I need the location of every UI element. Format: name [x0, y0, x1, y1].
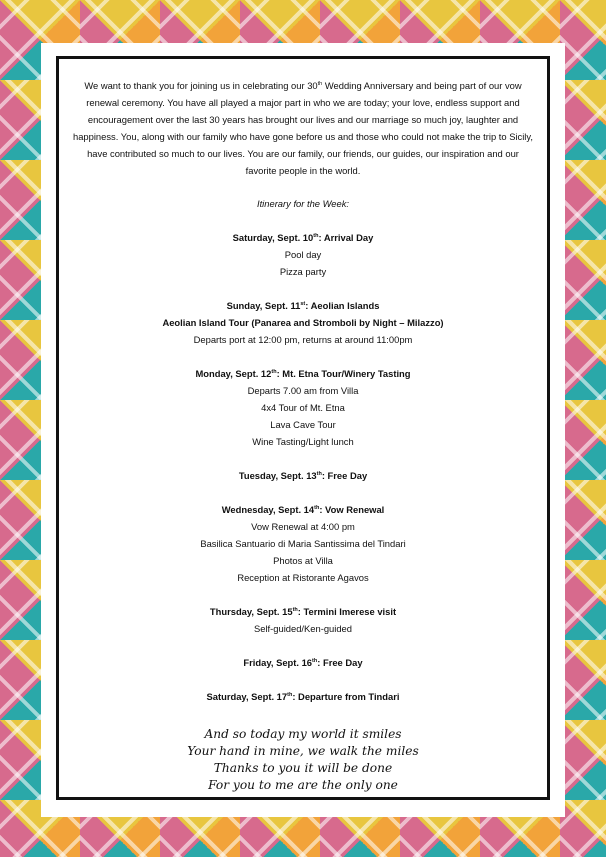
invitation-card: [56, 56, 550, 800]
day-title: Friday, Sept. 16th: Free Day: [243, 657, 363, 668]
day-title: Monday, Sept. 12th: Mt. Etna Tour/Winery Tasting: [195, 368, 411, 379]
day-thursday-15: [69, 603, 537, 637]
poem-line: For you to me are the only one: [208, 778, 398, 792]
day-title: Wednesday, Sept. 14th: Vow Renewal: [221, 504, 385, 515]
thank-you-message: [71, 77, 535, 179]
day-detail: 4x4 Tour of Mt. Etna: [261, 402, 345, 413]
itinerary-heading: Itinerary for the Week:: [256, 198, 350, 209]
day-detail: Departs port at 12:00 pm, returns at around 11:00pm: [193, 334, 413, 345]
day-wednesday-14: [69, 501, 537, 586]
day-detail-bold: Aeolian Island Tour (Panarea and Stromboli by Night – Milazzo): [162, 317, 444, 328]
poem: [69, 726, 537, 794]
poem-line: Thanks to you it will be done: [213, 761, 393, 775]
day-monday-12: [69, 365, 537, 450]
day-saturday-10: [69, 229, 537, 280]
day-detail: Pizza party: [279, 266, 327, 277]
day-detail: Vow Renewal at 4:00 pm: [251, 521, 355, 532]
intro-text-start: We want to thank you for joining us in celebrating our 30: [84, 80, 318, 91]
day-detail: Photos at Villa: [273, 555, 333, 566]
poem-line: Your hand in mine, we walk the miles: [187, 744, 419, 758]
intro-ordinal: th: [317, 80, 323, 87]
day-tuesday-13: [69, 467, 537, 484]
day-detail: Departs 7.00 am from Villa: [247, 385, 359, 396]
day-detail: Reception at Ristorante Agavos: [237, 572, 369, 583]
day-title: Sunday, Sept. 11st: Aeolian Islands: [226, 300, 380, 311]
day-title: Thursday, Sept. 15th: Termini Imerese visit: [209, 606, 397, 617]
day-title: Tuesday, Sept. 13th: Free Day: [238, 470, 368, 481]
day-detail: Lava Cave Tour: [270, 419, 336, 430]
poem-line: And so today my world it smiles: [204, 727, 402, 741]
day-title: Saturday, Sept. 10th: Arrival Day: [232, 232, 374, 243]
day-detail: Self-guided/Ken-guided: [254, 623, 352, 634]
day-detail: Basilica Santuario di Maria Santissima del Tindari: [200, 538, 406, 549]
day-title: Saturday, Sept. 17th: Departure from Tindari: [206, 691, 400, 702]
day-detail: Wine Tasting/Light lunch: [252, 436, 354, 447]
day-detail: Pool day: [284, 249, 322, 260]
day-friday-16: [69, 654, 537, 671]
day-sunday-11: [69, 297, 537, 348]
intro-text-rest: Wedding Anniversary and being part of our vow renewal ceremony. You have all played a major part in who we are today; your love, endless support and encouragement over the last 30 years has brought our lives and our marriage so much joy, laughter and happiness. You, along with our family who have gone before us and those who could not make the trip to Sicily, have contributed so much to our lives. You are our family, our friends, our guides, our inspiration and our favorite people in the world.: [72, 80, 533, 176]
day-saturday-17: [69, 688, 537, 705]
